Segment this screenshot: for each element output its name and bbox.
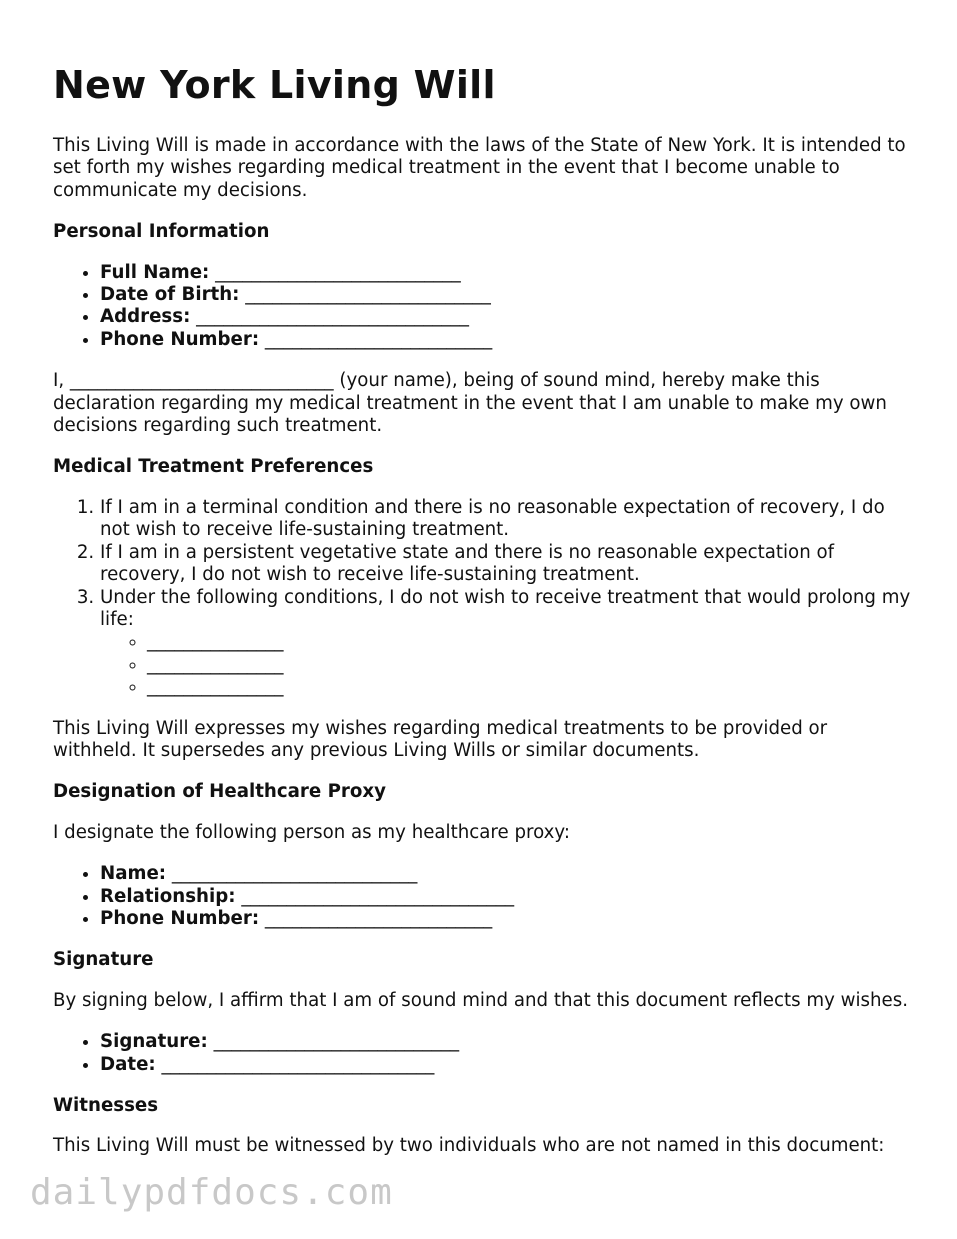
list-item: [100, 908, 913, 930]
list-item: [100, 262, 913, 284]
fill-blank: ___________________________: [215, 261, 461, 283]
list-item: ◦ _______________: [147, 654, 913, 676]
fill-blank: ______________________________: [161, 1053, 435, 1075]
field-label: Name:: [100, 863, 167, 885]
field-label: Address:: [100, 306, 191, 328]
document-title: New York Living Will: [53, 63, 496, 107]
declaration-paragraph: I, _____________________________ (your name), being of sound mind, hereby make this declaration regarding my medical treatment in the event that I am unable to make my own decisions regarding such treatment.: [53, 370, 887, 437]
fill-blank: ___________________________: [245, 284, 491, 306]
proxy-intro: I designate the following person as my healthcare proxy:: [53, 821, 570, 843]
signature-heading: Signature: [53, 949, 154, 971]
fill-blank: _________________________: [264, 328, 493, 350]
list-item: [100, 863, 913, 885]
field-label: Phone Number:: [100, 907, 260, 929]
signature-intro: By signing below, I affirm that I am of sound mind and that this document reflects my wishes.: [53, 989, 908, 1011]
proxy-list: [53, 863, 913, 930]
fill-blank: ___________________________: [171, 863, 418, 885]
medical-preferences-list: [53, 497, 913, 699]
document-page: [53, 62, 913, 1177]
field-label: Relationship:: [100, 885, 236, 907]
field-label: Phone Number:: [100, 328, 260, 350]
personal-info-heading: Personal Information: [53, 221, 270, 243]
list-item: [100, 284, 913, 306]
watermark: dailypdfdocs.com: [30, 1172, 393, 1213]
list-item: 1. If I am in a terminal condition and there is no reasonable expectation of recovery, I do not wish to receive life-sustaining treatment.: [100, 497, 913, 542]
list-item: 2. If I am in a persistent vegetative state and there is no reasonable expectation of recovery, I do not wish to receive life-sustaining treatment.: [100, 542, 913, 587]
list-item: ◦ _______________: [147, 676, 913, 698]
signature-list: [53, 1031, 913, 1076]
list-item: 3. Under the following conditions, I do not wish to receive treatment that would prolong my life: ◦ _______________ ◦ _______________ ◦ _______________: [100, 587, 913, 699]
personal-info-list: [53, 262, 913, 352]
intro-paragraph: This Living Will is made in accordance with the laws of the State of New York. It is intended to set forth my wishes regarding medical treatment in the event that I become unable to communicate my decisions.: [53, 135, 906, 201]
witnesses-intro: This Living Will must be witnessed by two individuals who are not named in this document:: [53, 1135, 885, 1157]
list-item: [100, 329, 913, 351]
healthcare-proxy-heading: Designation of Healthcare Proxy: [53, 781, 386, 803]
medical-preferences-heading: Medical Treatment Preferences: [53, 456, 374, 478]
field-label: Date of Birth:: [100, 284, 240, 306]
witnesses-heading: Witnesses: [53, 1095, 159, 1116]
list-item: [100, 886, 913, 908]
fill-blank: ______________________________: [241, 885, 515, 907]
field-label: Date:: [100, 1053, 156, 1075]
list-item: ◦ _______________: [147, 631, 913, 653]
fill-blank: ______________________________: [196, 306, 469, 328]
field-label: Full Name:: [100, 261, 210, 283]
fill-blank: ___________________________: [213, 1031, 460, 1053]
field-label: Signature:: [100, 1031, 208, 1053]
conditions-list: [100, 631, 913, 698]
list-item: [100, 1054, 913, 1076]
supersede-paragraph: This Living Will expresses my wishes regarding medical treatments to be provided or withheld. It supersedes any previous Living Wills or similar documents.: [53, 717, 828, 761]
fill-blank: _________________________: [264, 907, 493, 929]
list-item: [100, 1031, 913, 1053]
list-item: [100, 306, 913, 328]
